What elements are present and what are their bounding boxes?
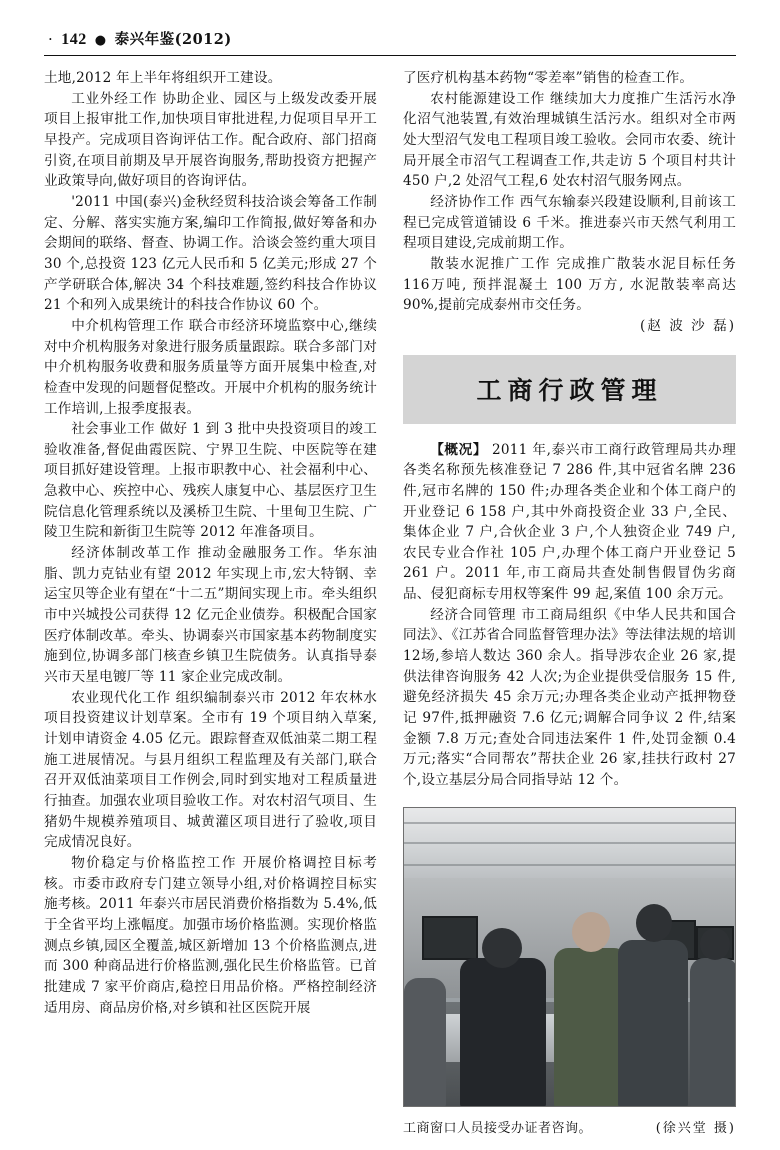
page-number: 142 xyxy=(61,31,87,48)
overview-label: 【概况】 xyxy=(430,441,488,458)
paragraph: 农村能源建设工作 继续加大力度推广生活污水净化沼气池装置,有效治理城镇生活污水。组织对全市两处大型沼气发电工程项目竣工验收。会同市农委、统计局开展全市沼气工程调查工作,共走访 5 个项目村共计 450 户,2 处沼气工程,6 处农村沼气服务网点。 xyxy=(403,90,736,190)
photo-credit: (徐兴堂 摄) xyxy=(655,1120,736,1136)
body-columns xyxy=(44,68,736,1136)
photo-block xyxy=(403,807,736,1136)
left-column xyxy=(44,68,377,1108)
paragraph: 社会事业工作 做好 1 到 3 批中央投资项目的竣工验收准备,督促曲霞医院、宁界卫生院、中医院等在建项目抓好建设管理。上报市职教中心、社会福利中心、急救中心、疾控中心、残疾人康复中心、基层医疗卫生院信息化管理系统以及溪桥卫生院、十里甸卫生院、广陵卫生院和新街卫生院等 2012 年准备项目。 xyxy=(44,421,377,541)
paragraph: '2011 中国(泰兴)金秋经贸科技洽谈会筹备工作制定、分解、落实实施方案,编印工作简报,做好筹备和办会期间的联络、督查、协调工作。洽谈会签约重大项目 30 个,总投资 123 亿元人民币和 5 亿美元;形成 27 个产学研联合体,解决 34 个科技难题,签约科技合作协议 21 个和列入成果统计的科技合作协议 60 个。 xyxy=(44,193,377,314)
paragraph: 农业现代化工作 组织编制泰兴市 2012 年农林水项目投资建议计划草案。全市有 19 个项目纳入草案,计划申请资金 4.05 亿元。跟踪督查双低油菜二期工程施工进展情况。与县月组织工程监理及有关部门,联合召开双低油菜项目工作例会,同时到实地对工程质量进行抽查。加强农业项目验收工作。对农村沼气项目、生猪奶牛规模养殖项目、城黄灌区项目进行了验收,项目完成情况良好。 xyxy=(44,689,377,851)
paragraph: 中介机构管理工作 联合市经济环境监察中心,继续对中介机构服务对象进行服务质量跟踪。联合多部门对中介机构服务收费和服务质量等方面开展集中检查,对检查中发现的问题督促整改。开展中介机构的服务统计工作培训,上报季度报表。 xyxy=(44,317,377,417)
page-header xyxy=(44,28,736,49)
paragraph: 散装水泥推广工作 完成推广散装水泥目标任务 116万吨, 预拌混凝土 100 万方, 水泥散装率高达 90%,提前完成泰州市交任务。 xyxy=(403,255,736,314)
header-bullet-left: · xyxy=(48,30,54,48)
header-divider xyxy=(44,55,736,56)
photo-caption-row xyxy=(403,1117,736,1136)
paragraph: 了医疗机构基本药物“零差率”销售的检查工作。 xyxy=(403,70,694,86)
paragraph-overview xyxy=(403,440,736,605)
paragraph: 物价稳定与价格监控工作 开展价格调控目标考核。市委市政府专门建立领导小组,对价格调控目标实施考核。2011 年泰兴市居民消费价格指数为 5.4%,低于全省平均上涨幅度。加强市场价格监测。实现价格监测点乡镇,园区全覆盖,城区新增加 13 个价格监测点,进而 300 种商品进行价格监测,强化民生价格监管。已首批建成 7 家平价商店,稳控日用品价格。严格控制经济适用房、商品房价格,对乡镇和社区医院开展 xyxy=(44,854,377,1016)
book-title: 泰兴年鉴(2012) xyxy=(114,31,232,48)
photo-caption: 工商窗口人员接受办证者咨询。 xyxy=(403,1120,593,1136)
right-column xyxy=(403,68,736,1136)
section-heading-banner: 工商行政管理 xyxy=(403,355,736,424)
section-signature: (赵 波 沙 磊) xyxy=(640,317,736,334)
header-bullet-right: ● xyxy=(94,33,107,48)
paragraph: 工业外经工作 协助企业、园区与上级发改委开展项目上报审批工作,加快项目审批进程,力促项目早开工早投产。完成项目咨询评估工作。配合政府、部门招商引资,在项目前期及早开展咨询服务,帮助投资方把握产业政策导向,做好项目的咨询评估。 xyxy=(44,90,377,190)
paragraph: 经济体制改革工作 推动金融服务工作。华东油脂、凯力克钴业有望 2012 年实现上市,宏大特钢、幸运宝贝等企业有望在“十二五”期间实现上市。牵头组织市中兴城投公司获得 12 亿元企业债券。积极配合国家医疗体制改革。牵头、协调泰兴市国家基本药物制度实施到位,协调多部门核查乡镇卫生院债务。认真指导泰兴市天星电镀厂等 11 家企业完成改制。 xyxy=(44,545,377,686)
overview-text: 2011 年,泰兴市工商行政管理局共办理各类名称预先核准登记 7 286 件,其中冠省名牌 236 件,冠市名牌的 150 件;办理各类企业和个体工商户的开业登记 6 158 户,其中外商投资企业 33 户,全民、集体企业 7 户,合伙企业 3 户,个人独资企业 749 户,农民专业合作社 105 户,办理个体工商户开业登记 5 261 户。2011 年,市工商局共查处制售假冒伪劣商品、侵犯商标专用权等案件 99 起,案值 100 余万元。 xyxy=(403,441,736,603)
business-registration-window-photo xyxy=(403,807,736,1107)
paragraph: 经济合同管理 市工商局组织《中华人民共和国合同法》、《江苏省合同监督管理办法》等法律法规的培训 12场,参培人数达 360 余人。指导涉农企业 26 家,提供法律咨询服务 42 人次;为企业提供受信服务 15 件,避免经济损失 45 余万元;办理各类企业动产抵押物登记 97件,抵押融资 7.6 亿元;调解合同争议 2 件,结案金额 7.8 万元;查处合同违法案件 1 件,处罚金额 0.4 万元;落实“合同帮农”帮扶企业 26 家,挂扶行政村 27 个,设立基层分局合同指导站 12 个。 xyxy=(403,606,736,789)
paragraph: 经济协作工作 西气东输泰兴段建设顺利,目前该工程已完成管道铺设 6 千米。推进泰兴市天然气利用工程项目建设,完成前期工作。 xyxy=(403,193,736,252)
paragraph: 土地,2012 年上半年将组织开工建设。 xyxy=(44,70,282,86)
